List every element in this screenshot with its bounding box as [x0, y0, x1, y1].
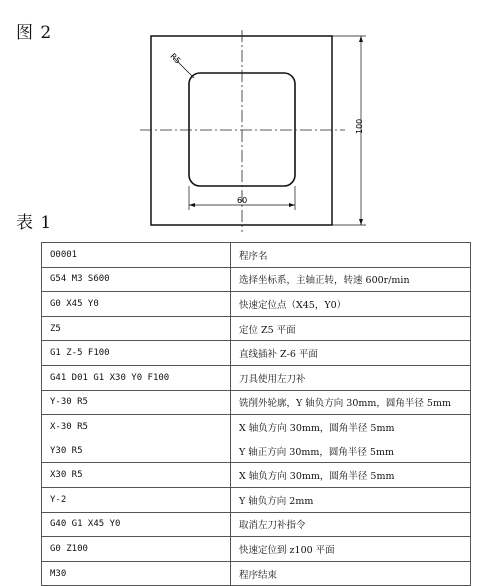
table-row	[42, 487, 471, 512]
radius-label: R5	[168, 51, 183, 66]
inner-rounded-square	[189, 73, 295, 186]
table-row	[42, 439, 471, 463]
description-cell: 取消左刀补指令	[231, 512, 471, 537]
description-cell: Y 轴负方向 2mm	[231, 487, 471, 512]
code-cell: G41 D01 G1 X30 Y0 F100	[42, 365, 231, 390]
description-cell: 铣削外轮廓，Y 轴负方向 30mm，圆角半径 5mm	[231, 390, 471, 415]
table-row	[42, 341, 471, 366]
table-row	[42, 561, 471, 586]
description-cell: X 轴负方向 30mm，圆角半径 5mm	[231, 415, 471, 439]
program-table	[41, 242, 471, 586]
code-cell: G1 Z-5 F100	[42, 341, 231, 366]
width-dimension-text: 60	[237, 196, 248, 205]
code-cell: G0 X45 Y0	[42, 292, 231, 317]
table-label: 表 1	[16, 213, 53, 233]
code-cell: Y30 R5	[42, 439, 231, 463]
description-cell: 直线插补 Z-6 平面	[231, 341, 471, 366]
table-row	[42, 365, 471, 390]
description-cell: 选择坐标系，主轴正转，转速 600r/min	[231, 267, 471, 292]
description-cell: 程序名	[231, 243, 471, 268]
description-cell: 快速定位到 z100 平面	[231, 537, 471, 562]
height-arrow-top	[359, 36, 363, 42]
code-cell: G54 M3 S600	[42, 267, 231, 292]
code-cell: G40 G1 X45 Y0	[42, 512, 231, 537]
code-cell: X-30 R5	[42, 415, 231, 439]
description-cell: 程序结束	[231, 561, 471, 586]
description-cell: 快速定位点（X45，Y0）	[231, 292, 471, 317]
code-cell: O0001	[42, 243, 231, 268]
figure-label: 图 2	[16, 23, 53, 43]
width-arrow-left	[189, 203, 195, 207]
table-row	[42, 463, 471, 488]
table-row	[42, 267, 471, 292]
code-cell: X30 R5	[42, 463, 231, 488]
code-cell: Y-30 R5	[42, 390, 231, 415]
description-cell: X 轴负方向 30mm，圆角半径 5mm	[231, 463, 471, 488]
code-cell: Z5	[42, 316, 231, 341]
description-cell: 定位 Z5 平面	[231, 316, 471, 341]
description-cell: 刀具使用左刀补	[231, 365, 471, 390]
table-row	[42, 243, 471, 268]
width-arrow-right	[289, 203, 295, 207]
code-cell: Y-2	[42, 487, 231, 512]
part-drawing	[0, 0, 503, 235]
table-row	[42, 390, 471, 415]
table-row	[42, 537, 471, 562]
table-row	[42, 512, 471, 537]
table-row	[42, 415, 471, 439]
table-row	[42, 316, 471, 341]
code-cell: G0 Z100	[42, 537, 231, 562]
height-arrow-bottom	[359, 219, 363, 225]
height-dimension-text: 100	[355, 118, 364, 134]
code-cell: M30	[42, 561, 231, 586]
table-row	[42, 292, 471, 317]
description-cell: Y 轴正方向 30mm，圆角半径 5mm	[231, 439, 471, 463]
